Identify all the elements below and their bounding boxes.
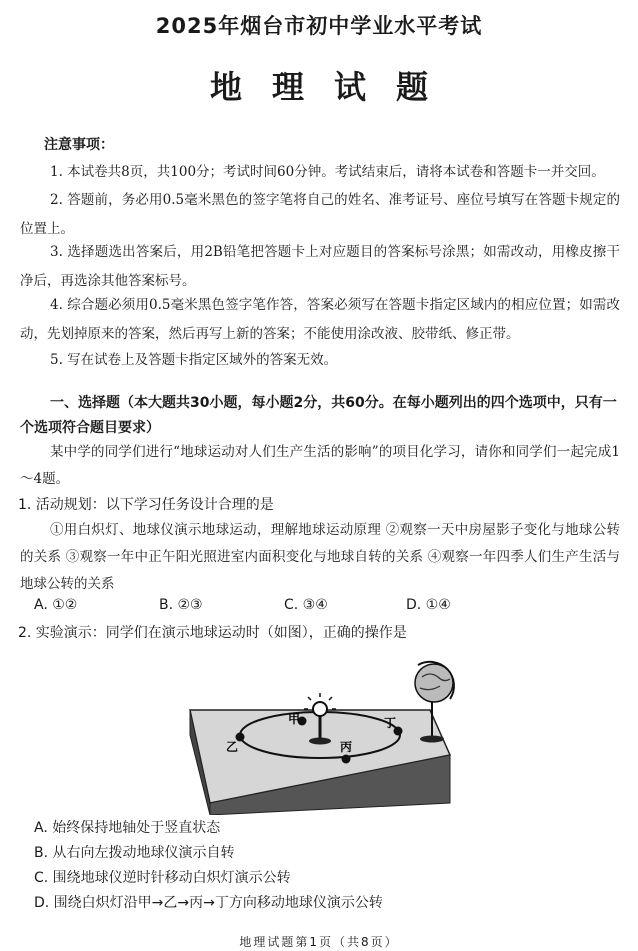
notice-item-4: 4. 综合题必须用0.5毫米黑色签字笔作答，答案必须写在答题卡指定区域内的相应位置；如需改动，先划掉原来的答案，然后再写上新的答案；不能使用涂改液、胶带纸、修正带。 xyxy=(20,297,620,342)
lamp-base xyxy=(309,738,331,745)
earth-motion-figure xyxy=(180,655,470,815)
notice-item-2: 2. 答题前，务必用0.5毫米黑色的签字笔将自己的姓名、准考证号、座位号填写在答题卡规定的位置上。 xyxy=(20,192,620,237)
page-footer: 地理试题第1页（共8页） xyxy=(239,935,399,949)
question-2-option-d: D. 围绕白炽灯沿甲→乙→丙→丁方向移动地球仪演示公转 xyxy=(34,895,383,911)
orbit-point-bing xyxy=(342,755,351,764)
notice-item-5: 5. 写在试卷上及答题卡指定区域外的答案无效。 xyxy=(50,352,338,368)
question-2-option-b: B. 从右向左拨动地球仪演示自转 xyxy=(34,845,235,861)
question-1-body: ①用白炽灯、地球仪演示地球运动，理解地球运动原理 ②观察一天中房屋影子变化与地球公转的关系 ③观察一年中正午阳光照进室内面积变化与地球自转的关系 ④观察一年四季人们生产生活与地球公转的关系 xyxy=(20,522,620,592)
question-1-option-b: B. ②③ xyxy=(159,597,203,613)
question-1-options xyxy=(34,597,624,621)
notice-heading: 注意事项： xyxy=(44,137,114,153)
exam-title: 2025年烟台市初中学业水平考试 xyxy=(155,14,483,38)
question-1-option-a: A. ①② xyxy=(34,597,78,613)
globe xyxy=(415,664,453,702)
section-heading: 一、选择题（本大题共30小题，每小题2分，共60分。在每小题列出的四个选项中，只有一个选项符合题目要求） xyxy=(20,395,617,436)
question-1-option-d: D. ①④ xyxy=(406,597,451,613)
section-intro: 某中学的同学们进行“地球运动对人们生产生活的影响”的项目化学习，请你和同学们一起完成1～4题。 xyxy=(20,444,620,487)
label-ding: 丁 xyxy=(384,716,397,730)
question-2-stem: 2. 实验演示：同学们在演示地球运动时（如图），正确的操作是 xyxy=(18,625,407,641)
subject-title: 地理试题 xyxy=(209,68,458,106)
question-1-option-c: C. ③④ xyxy=(284,597,328,613)
notice-item-3: 3. 选择题选出答案后，用2B铅笔把答题卡上对应题目的答案标号涂黑；如需改动，用橡皮擦干净后，再选涂其他答案标号。 xyxy=(20,244,620,289)
notice-item-1: 1. 本试卷共8页，共100分；考试时间60分钟。考试结束后，请将本试卷和答题卡一并交回。 xyxy=(50,164,605,180)
globe-base xyxy=(420,736,444,743)
label-jia: 甲 xyxy=(288,712,301,726)
label-bing: 丙 xyxy=(340,740,353,754)
question-1-stem: 1. 活动规划：以下学习任务设计合理的是 xyxy=(18,497,274,513)
label-yi: 乙 xyxy=(226,740,239,754)
question-2-option-a: A. 始终保持地轴处于竖直状态 xyxy=(34,820,221,836)
question-2-option-c: C. 围绕地球仪逆时针移动白炽灯演示公转 xyxy=(34,870,291,886)
lamp-bulb xyxy=(313,702,327,716)
